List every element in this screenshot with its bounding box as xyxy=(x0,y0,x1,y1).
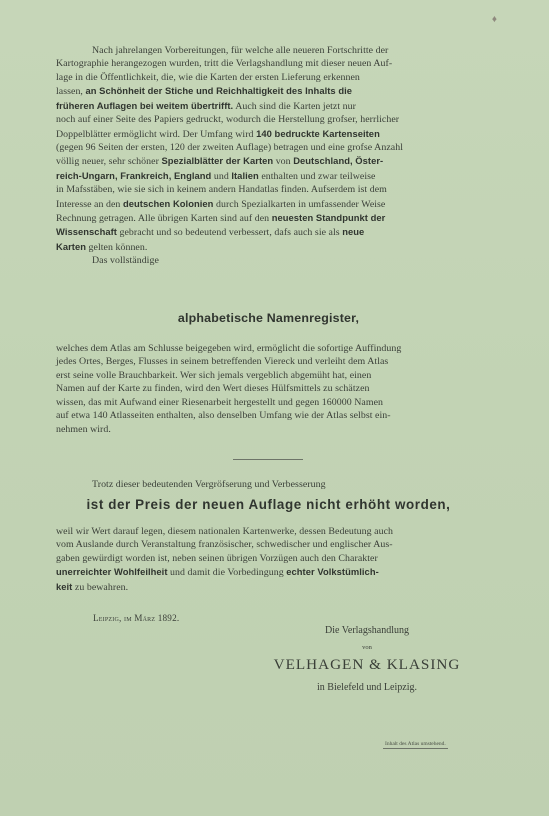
emphasis: echter Volkstümlich- xyxy=(286,566,379,578)
price-intro xyxy=(56,478,481,491)
text-line xyxy=(56,154,481,168)
text-line: Trotz dieser bedeutenden Vergröfserung und Verbesserung xyxy=(92,479,326,490)
text-line: (gegen 96 Seiten der ersten, 120 der zweiten Auflage) betragen und eine grofse Anzahl xyxy=(56,141,403,153)
emphasis: 140 bedruckte Kartenseiten xyxy=(256,127,380,139)
register-paragraph xyxy=(56,342,481,436)
text-span: Auch sind die Karten jetzt nur xyxy=(235,100,356,112)
text-line: wissen, das mit Aufwand einer Riesenarbeit hergestellt und gegen 160000 Namen xyxy=(56,396,383,408)
text-span: lassen, xyxy=(56,86,83,98)
publisher-location: in Bielefeld und Leipzig. xyxy=(317,682,417,693)
text-line: auf etwa 140 Atlasseiten enthalten, also denselben Umfang wie der Atlas selbst ein- xyxy=(56,410,391,422)
text-line: Kartographie herangezogen wurden, tritt die Verlagshandlung mit dieser neuen Auf- xyxy=(56,58,393,70)
text-line xyxy=(56,565,481,579)
emphasis: deutschen Kolonien xyxy=(122,197,214,209)
price-paragraph xyxy=(56,525,481,594)
text-line xyxy=(56,225,481,239)
price-heading: ist der Preis der neuen Auflage nicht erhöht worden, xyxy=(86,497,451,512)
footnote: Inhalt des Atlas umstehend. xyxy=(385,741,446,747)
signature-von: von xyxy=(362,644,372,651)
text-line xyxy=(56,99,481,113)
text-span: Rechnung getragen. Alle übrigen Karten sind auf den xyxy=(56,213,270,225)
text-span: gelten können. xyxy=(88,241,148,253)
text-line xyxy=(56,240,481,254)
emphasis: neuesten Standpunkt der xyxy=(271,212,386,224)
text-span: völlig neuer, sehr schöner xyxy=(56,156,159,168)
text-line xyxy=(56,211,481,225)
emphasis: unerreichter Wohlfeilheit xyxy=(56,566,168,578)
emphasis: Wissenschaft xyxy=(56,226,117,238)
text-line xyxy=(56,197,481,211)
intro-paragraph xyxy=(56,44,481,268)
publisher-name: VELHAGEN & KLASING xyxy=(273,656,461,673)
text-line: jedes Ortes, Berges, Flusses in seinem betreffenden Viereck und verleiht dem Atlas xyxy=(56,356,389,368)
text-line: Das vollständige xyxy=(92,255,159,267)
emphasis: keit xyxy=(56,580,73,592)
emphasis: an Schönheit der Stiche und Reichhaltigkeit des Inhalts die xyxy=(85,85,353,97)
text-line: lage in die Öffentlichkeit, die, wie die Karten der ersten Lieferung erkennen xyxy=(56,71,360,83)
text-span: Interesse an den xyxy=(56,198,121,210)
text-span: von xyxy=(275,156,291,168)
text-line: nehmen wird. xyxy=(56,423,111,435)
text-span: Doppelblätter ermöglicht wird. Der Umfang wird xyxy=(56,128,254,140)
text-line xyxy=(56,580,481,594)
corner-mark: ♦ xyxy=(491,14,497,25)
text-span: durch Spezialkarten in umfassender Weise xyxy=(215,198,386,210)
emphasis: reich-Ungarn, Frankreich, England xyxy=(56,169,212,181)
divider xyxy=(233,459,303,460)
emphasis: Italien xyxy=(231,169,259,181)
text-line: vom Auslande durch Veranstaltung französischer, schwedischer und englischer Aus- xyxy=(56,539,393,551)
text-span: und xyxy=(213,170,229,182)
text-line: Nach jahrelangen Vorbereitungen, für welche alle neueren Fortschritte der xyxy=(92,45,389,56)
register-heading: alphabetische Namenregister, xyxy=(177,311,360,325)
text-line: weil wir Wert darauf legen, diesem nationalen Kartenwerke, dessen Bedeutung auch xyxy=(56,526,393,537)
text-span: zu bewahren. xyxy=(74,581,129,593)
emphasis: Spezialblätter der Karten xyxy=(161,155,274,167)
text-line: noch auf einer Seite des Papiers gedruckt, wodurch die Herstellung grofser, herrlicher xyxy=(56,114,400,126)
place-date: Leipzig, im März 1892. xyxy=(93,613,180,623)
text-span: und damit die Vorbedingung xyxy=(170,567,284,579)
emphasis: Karten xyxy=(56,240,86,252)
text-span: enthalten und zwar teilweise xyxy=(261,170,376,182)
text-line: erst seine volle Brauchbarkeit. Wer sich jemals vergeblich abgemüht hat, einen xyxy=(56,369,372,381)
text-line: Namen auf der Karte zu finden, wird den Wert dieses Hülfsmittels zu schätzen xyxy=(56,383,370,395)
text-span: gebracht und so bedeutend verbessert, dafs auch sie als xyxy=(119,227,340,239)
text-line xyxy=(56,127,481,141)
text-line: welches dem Atlas am Schlusse beigegeben wird, ermöglicht die sofortige Auffindung xyxy=(56,343,402,354)
signature-line: Die Verlagshandlung xyxy=(325,625,409,636)
text-line xyxy=(56,169,481,183)
emphasis: Deutschland, Öster- xyxy=(293,155,384,167)
text-line: in Mafsstäben, wie sie sich in keinem andern Handatlas finden. Aufserdem ist dem xyxy=(56,184,387,196)
emphasis: neue xyxy=(342,226,365,238)
text-line xyxy=(56,84,481,98)
text-line: gaben gewürdigt worden ist, neben seinen übrigen Vorzügen auch den Charakter xyxy=(56,552,378,564)
emphasis: früheren Auflagen bei weitem übertrifft. xyxy=(56,99,234,111)
